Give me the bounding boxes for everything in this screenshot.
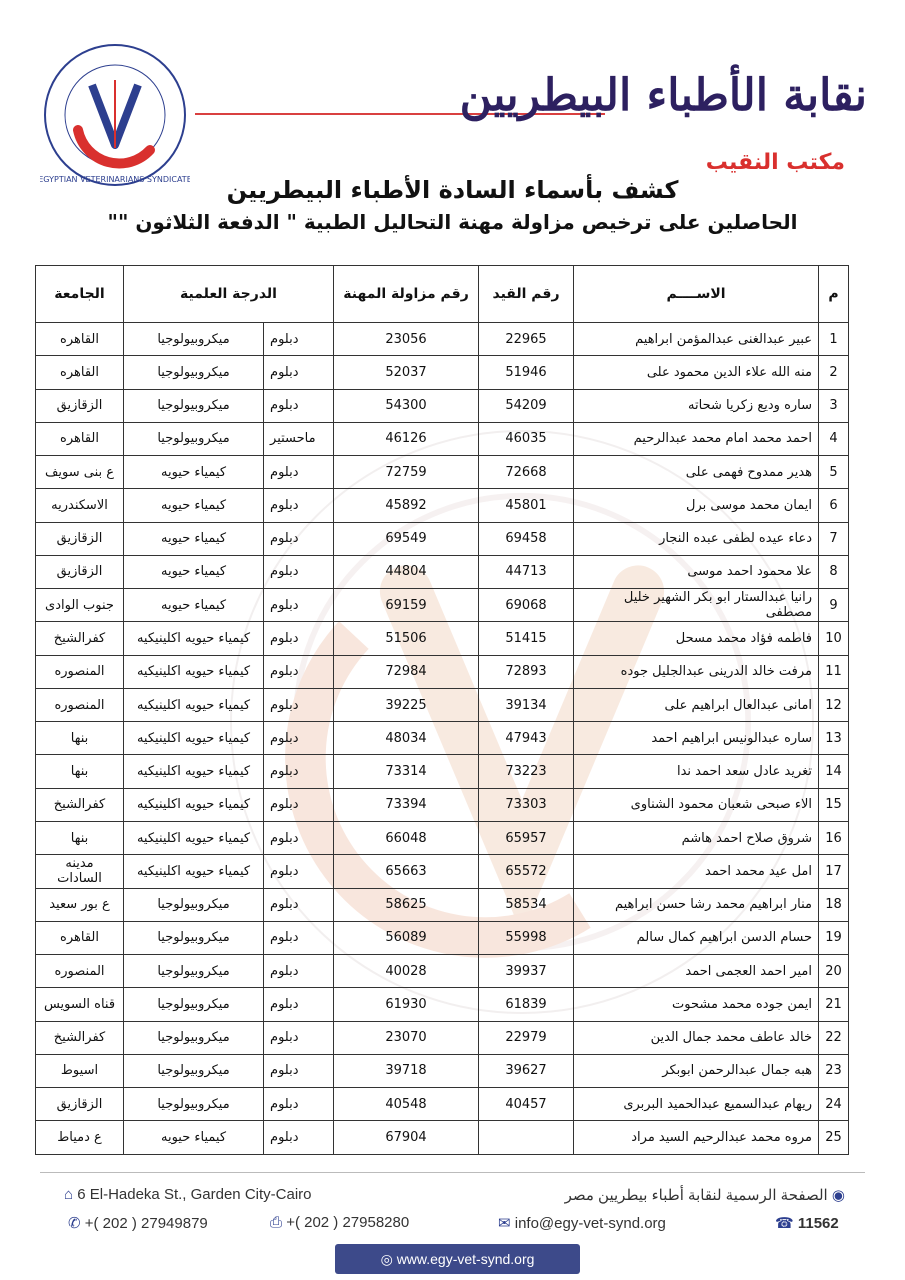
row-spec: كيمياء حيويه [124,589,264,622]
globe-icon: ◎ [380,1251,393,1267]
row-license: 39718 [334,1054,479,1087]
row-num: 21 [819,988,849,1021]
row-reg: 73303 [479,788,574,821]
row-university: المنصوره [36,688,124,721]
row-reg: 46035 [479,422,574,455]
row-spec: ميكروبيولوجيا [124,323,264,356]
row-num: 18 [819,888,849,921]
table-row [36,356,849,389]
row-license: 69549 [334,522,479,555]
row-name: هدير ممدوح فهمى على [574,456,819,489]
row-num: 12 [819,688,849,721]
row-num: 23 [819,1054,849,1087]
table-row [36,1121,849,1155]
row-university: الاسكندريه [36,489,124,522]
row-degree: دبلوم [264,1121,334,1155]
col-header-degree: الدرجة العلمية [124,266,334,323]
row-name: امير احمد العجمى احمد [574,955,819,988]
row-university: الزقازيق [36,522,124,555]
table-header-row [36,266,849,323]
row-degree: دبلوم [264,755,334,788]
row-degree: دبلوم [264,389,334,422]
row-university: ع دمياط [36,1121,124,1155]
row-num: 1 [819,323,849,356]
row-university: القاهره [36,921,124,954]
row-degree: دبلوم [264,1088,334,1121]
table-row [36,821,849,854]
footer-fax: ⎙ +( 202 ) 27958280 [270,1214,410,1231]
facebook-icon: ◉ [831,1187,845,1204]
row-reg: 54209 [479,389,574,422]
row-name: خالد عاطف محمد جمال الدين [574,1021,819,1054]
row-spec: كيمياء حيويه اكلينيكيه [124,688,264,721]
row-university: القاهره [36,356,124,389]
row-degree: دبلوم [264,688,334,721]
table-row [36,755,849,788]
row-spec: ميكروبيولوجيا [124,389,264,422]
row-license: 65663 [334,855,479,888]
row-license: 44804 [334,555,479,588]
row-num: 22 [819,1021,849,1054]
row-name: امانى عبدالعال ابراهيم على [574,688,819,721]
syndicate-logo [40,40,190,190]
row-name: دعاء عيده لطفى عبده النجار [574,522,819,555]
row-reg: 39937 [479,955,574,988]
table-row [36,555,849,588]
row-spec: ميكروبيولوجيا [124,1088,264,1121]
row-name: هبه جمال عبدالرحمن ابوبكر [574,1054,819,1087]
row-num: 10 [819,622,849,655]
row-reg: 58534 [479,888,574,921]
row-reg: 39134 [479,688,574,721]
row-num: 16 [819,821,849,854]
row-license: 67904 [334,1121,479,1155]
row-num: 3 [819,389,849,422]
row-num: 9 [819,589,849,622]
table-row [36,921,849,954]
page-subtitle: الحاصلين على ترخيص مزاولة مهنة التحاليل الطبية " الدفعة الثلاثون "" [107,210,798,234]
row-license: 52037 [334,356,479,389]
row-license: 73394 [334,788,479,821]
row-reg: 45801 [479,489,574,522]
row-reg: 73223 [479,755,574,788]
row-university: الزقازيق [36,1088,124,1121]
row-name: شروق صلاح احمد هاشم [574,821,819,854]
row-license: 58625 [334,888,479,921]
row-reg: 72668 [479,456,574,489]
table-row [36,1021,849,1054]
row-name: مروه محمد عبدالرحيم السيد مراد [574,1121,819,1155]
footer-address: ⌂ 6 El-Hadeka St., Garden City-Cairo [64,1186,312,1203]
row-university: القاهره [36,323,124,356]
row-name: حسام الدسن ابراهيم كمال سالم [574,921,819,954]
row-name: علا محمود احمد موسى [574,555,819,588]
row-name: احمد محمد امام محمد عبدالرحيم [574,422,819,455]
row-university: اسيوط [36,1054,124,1087]
row-spec: كيمياء حيويه اكلينيكيه [124,722,264,755]
row-spec: ميكروبيولوجيا [124,422,264,455]
office-label: مكتب النقيب [705,150,845,175]
table-row [36,722,849,755]
table-row [36,788,849,821]
row-license: 72984 [334,655,479,688]
row-reg: 72893 [479,655,574,688]
row-degree: دبلوم [264,788,334,821]
row-degree: دبلوم [264,921,334,954]
table-row [36,855,849,888]
row-degree: دبلوم [264,323,334,356]
row-name: ايمن جوده محمد مشحوت [574,988,819,1021]
row-license: 40548 [334,1088,479,1121]
row-license: 23070 [334,1021,479,1054]
row-spec: كيمياء حيويه [124,522,264,555]
row-license: 61930 [334,988,479,1021]
row-num: 2 [819,356,849,389]
row-university: بنها [36,722,124,755]
row-num: 13 [819,722,849,755]
row-spec: كيمياء حيويه اكلينيكيه [124,821,264,854]
row-reg: 55998 [479,921,574,954]
row-degree: دبلوم [264,855,334,888]
row-license: 73314 [334,755,479,788]
row-name: ساره وديع زكريا شحاته [574,389,819,422]
row-license: 72759 [334,456,479,489]
row-num: 25 [819,1121,849,1155]
row-reg: 40457 [479,1088,574,1121]
row-name: عبير عبدالغنى عبدالمؤمن ابراهيم [574,323,819,356]
row-spec: كيمياء حيويه اكلينيكيه [124,622,264,655]
row-degree: دبلوم [264,1054,334,1087]
col-header-license: رقم مزاولة المهنة [334,266,479,323]
row-name: تغريد عادل سعد احمد ندا [574,755,819,788]
home-icon: ⌂ [64,1186,74,1203]
row-university: مدينه السادات [36,855,124,888]
row-name: مرفت خالد الدرينى عبدالجليل جوده [574,655,819,688]
row-spec: كيمياء حيويه [124,1121,264,1155]
row-num: 19 [819,921,849,954]
col-header-reg: رقم القيد [479,266,574,323]
page-title: كشف بأسماء السادة الأطباء البيطريين [226,176,679,204]
phone-icon: ✆ [68,1215,81,1232]
row-university: كفرالشيخ [36,1021,124,1054]
row-num: 5 [819,456,849,489]
svg-text:EGYPTIAN VETERINARIANS SYNDICA: EGYPTIAN VETERINARIANS SYNDICATE [40,175,190,184]
table-row [36,389,849,422]
row-spec: ميكروبيولوجيا [124,888,264,921]
table-row [36,622,849,655]
row-degree: دبلوم [264,888,334,921]
row-spec: ميكروبيولوجيا [124,1054,264,1087]
row-reg: 61839 [479,988,574,1021]
row-num: 6 [819,489,849,522]
row-degree: دبلوم [264,356,334,389]
row-license: 45892 [334,489,479,522]
table-row [36,522,849,555]
row-university: بنها [36,821,124,854]
row-name: ريهام عبدالسميع عبدالحميد البربرى [574,1088,819,1121]
table-row [36,988,849,1021]
fax-icon: ⎙ [270,1214,283,1231]
table-row [36,422,849,455]
col-header-name: الاســــم [574,266,819,323]
hotline-icon: ☎ [775,1215,794,1232]
row-name: منه الله علاء الدين محمود على [574,356,819,389]
row-reg: 69458 [479,522,574,555]
row-license: 54300 [334,389,479,422]
table-row [36,589,849,622]
row-reg [479,1121,574,1155]
row-num: 4 [819,422,849,455]
row-degree: دبلوم [264,955,334,988]
row-reg: 44713 [479,555,574,588]
row-university: المنصوره [36,655,124,688]
footer-phone[interactable]: ✆ +( 202 ) 27949879 [68,1215,208,1232]
table-row [36,655,849,688]
row-spec: كيمياء حيويه اكلينيكيه [124,788,264,821]
row-license: 56089 [334,921,479,954]
row-name: الاء صبحى شعبان محمود الشناوى [574,788,819,821]
row-reg: 51415 [479,622,574,655]
table-row [36,1054,849,1087]
row-reg: 65957 [479,821,574,854]
table-row [36,955,849,988]
row-university: ع بنى سويف [36,456,124,489]
row-spec: كيمياء حيويه [124,456,264,489]
row-license: 46126 [334,422,479,455]
row-degree: دبلوم [264,655,334,688]
row-reg: 69068 [479,589,574,622]
row-degree: دبلوم [264,821,334,854]
row-reg: 22965 [479,323,574,356]
footer-divider [40,1172,865,1173]
row-license: 69159 [334,589,479,622]
row-degree: دبلوم [264,555,334,588]
row-spec: كيمياء حيويه [124,555,264,588]
row-num: 7 [819,522,849,555]
table-row [36,489,849,522]
row-spec: ميكروبيولوجيا [124,1021,264,1054]
row-university: كفرالشيخ [36,788,124,821]
row-num: 11 [819,655,849,688]
row-num: 14 [819,755,849,788]
row-license: 66048 [334,821,479,854]
row-degree: ماحستير [264,422,334,455]
row-degree: دبلوم [264,622,334,655]
row-reg: 39627 [479,1054,574,1087]
syndicate-name: نقابة الأطباء البيطريين [459,70,867,121]
col-header-num: م [819,266,849,323]
row-spec: كيمياء حيويه اكلينيكيه [124,655,264,688]
row-university: ع بور سعيد [36,888,124,921]
row-spec: ميكروبيولوجيا [124,356,264,389]
row-name: منار ابراهيم محمد رشا حسن ابراهيم [574,888,819,921]
footer-facebook[interactable]: ◉ الصفحة الرسمية لنقابة أطباء بيطريين مصر [564,1187,845,1204]
row-spec: كيمياء حيويه اكلينيكيه [124,755,264,788]
row-spec: كيمياء حيويه اكلينيكيه [124,855,264,888]
col-header-university: الجامعة [36,266,124,323]
row-reg: 65572 [479,855,574,888]
row-spec: ميكروبيولوجيا [124,955,264,988]
row-degree: دبلوم [264,522,334,555]
row-num: 20 [819,955,849,988]
row-num: 15 [819,788,849,821]
row-num: 8 [819,555,849,588]
row-name: فاطمه فؤاد محمد مسحل [574,622,819,655]
footer-hotline[interactable]: ☎ 11562 [775,1215,839,1232]
licensees-table [35,265,849,1155]
row-name: امل عيد محمد احمد [574,855,819,888]
row-degree: دبلوم [264,1021,334,1054]
row-university: قناه السويس [36,988,124,1021]
row-degree: دبلوم [264,456,334,489]
row-university: بنها [36,755,124,788]
table-row [36,456,849,489]
footer-email[interactable]: ✉ info@egy-vet-synd.org [498,1215,666,1232]
table-row [36,1088,849,1121]
row-spec: ميكروبيولوجيا [124,988,264,1021]
table-row [36,688,849,721]
table-row [36,323,849,356]
row-license: 23056 [334,323,479,356]
row-reg: 47943 [479,722,574,755]
row-spec: كيمياء حيويه [124,489,264,522]
row-license: 48034 [334,722,479,755]
row-license: 40028 [334,955,479,988]
row-university: الزقازيق [36,555,124,588]
row-reg: 22979 [479,1021,574,1054]
row-degree: دبلوم [264,589,334,622]
row-degree: دبلوم [264,489,334,522]
row-degree: دبلوم [264,988,334,1021]
row-license: 51506 [334,622,479,655]
table-row [36,888,849,921]
row-name: ايمان محمد موسى برل [574,489,819,522]
row-degree: دبلوم [264,722,334,755]
row-university: القاهره [36,422,124,455]
row-name: ساره عبدالونيس ابراهيم احمد [574,722,819,755]
row-name: رانيا عبدالستار ابو بكر الشهير خليل مصطفى [574,589,819,622]
row-university: الزقازيق [36,389,124,422]
row-reg: 51946 [479,356,574,389]
row-university: المنصوره [36,955,124,988]
row-university: كفرالشيخ [36,622,124,655]
row-license: 39225 [334,688,479,721]
row-spec: ميكروبيولوجيا [124,921,264,954]
envelope-icon: ✉ [498,1215,511,1232]
website-link[interactable]: ◎ www.egy-vet-synd.org [335,1244,580,1274]
row-university: جنوب الوادى [36,589,124,622]
row-num: 17 [819,855,849,888]
row-num: 24 [819,1088,849,1121]
